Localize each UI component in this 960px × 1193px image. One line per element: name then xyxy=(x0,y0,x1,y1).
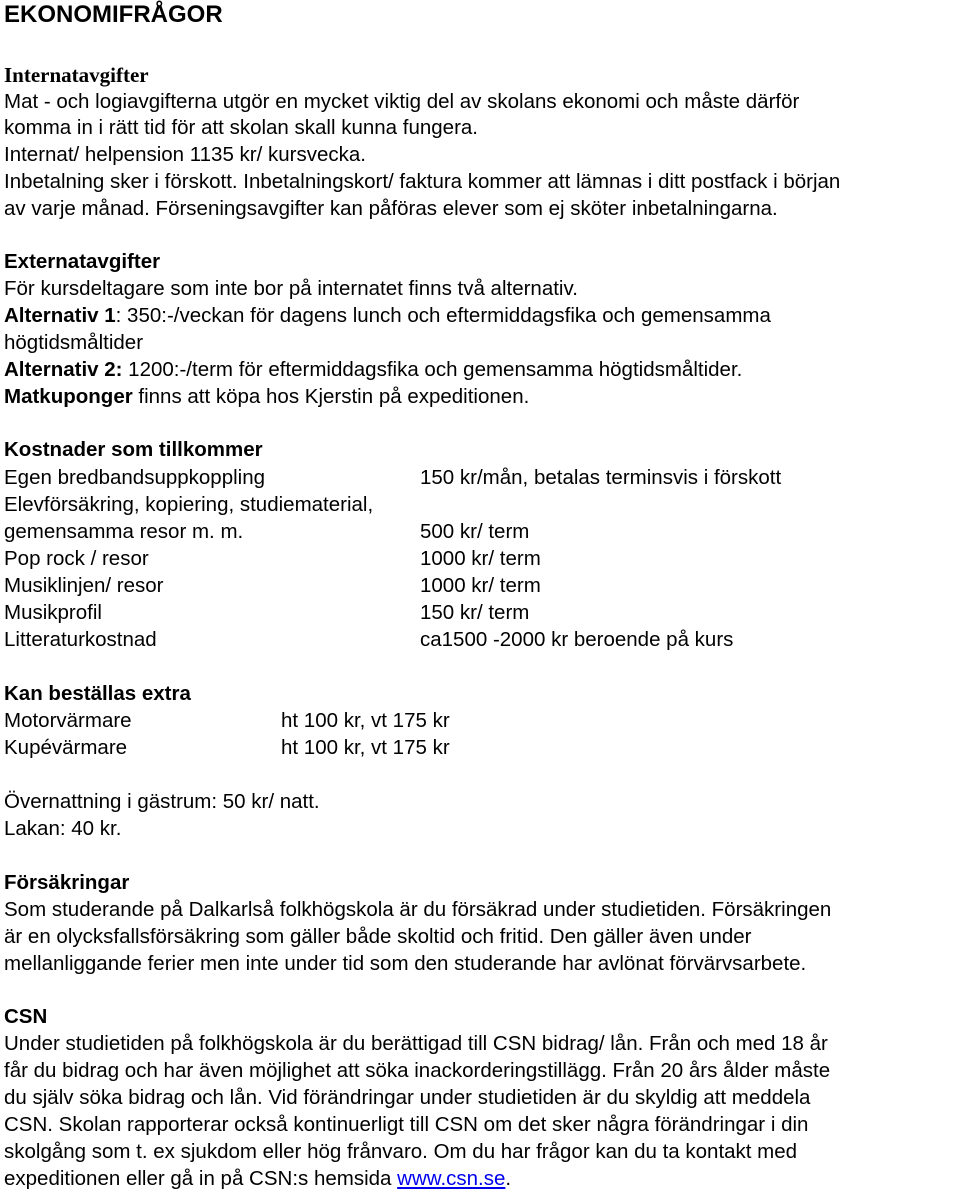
alt1-text: : 350:-/veckan för dagens lunch och eftermiddagsfika och gemensamma xyxy=(115,304,771,327)
externat-intro: För kursdeltagare som inte bor på internatet finns två alternativ. xyxy=(4,277,578,300)
csn-website-link[interactable]: www.csn.se xyxy=(397,1167,506,1190)
kostnad-row-value: 150 kr/mån, betalas terminsvis i förskott xyxy=(420,466,782,489)
externat-alt1 xyxy=(4,303,771,329)
alt1-label: Alternativ 1 xyxy=(4,304,116,327)
alt2-text: 1200:-/term för eftermiddagsfika och gemensamma högtidsmåltider. xyxy=(122,358,743,381)
internat-line-1: Mat - och logiavgifterna utgör en mycket viktig del av skolans ekonomi och måste därför xyxy=(4,90,800,113)
forsakringar-line-1: Som studerande på Dalkarlså folkhögskola är du försäkrad under studietiden. Försäkringen xyxy=(4,898,832,921)
extra-row-value: ht 100 kr, vt 175 kr xyxy=(281,709,450,732)
forsakringar-heading: Försäkringar xyxy=(4,871,130,894)
externat-heading: Externatavgifter xyxy=(4,250,161,273)
csn-last-suffix: . xyxy=(505,1167,512,1190)
kostnad-row-label: Egen bredbandsuppkoppling xyxy=(4,466,266,489)
csn-line-3: du själv söka bidrag och lån. Vid förändringar under studietiden är du skyldig att meddela xyxy=(4,1086,811,1109)
csn-last-prefix: expeditionen eller gå in på CSN:s hemsida xyxy=(4,1167,398,1190)
kostnad-row-label: Musikprofil xyxy=(4,601,102,624)
csn-heading: CSN xyxy=(4,1005,48,1028)
forsakringar-line-2: är en olycksfallsförsäkring som gäller både skoltid och fritid. Den gäller även under xyxy=(4,925,752,948)
externat-alt2 xyxy=(4,357,742,383)
externat-matkuponger xyxy=(4,384,529,410)
internat-line-4: Inbetalning sker i förskott. Inbetalningskort/ faktura kommer att lämnas i ditt postfack i början xyxy=(4,170,841,193)
kostnad-row-label: gemensamma resor m. m. xyxy=(4,520,244,543)
kostnad-row-label: Litteraturkostnad xyxy=(4,628,157,651)
kostnad-row-value: 150 kr/ term xyxy=(420,601,530,624)
overnattning-text: Övernattning i gästrum: 50 kr/ natt. xyxy=(4,790,320,813)
kostnad-row-label: Elevförsäkring, kopiering, studiematerial, xyxy=(4,493,374,516)
kostnad-row-value: 1000 kr/ term xyxy=(420,574,541,597)
csn-line-2: får du bidrag och har även möjlighet att söka inackorderingstillägg. Från 20 års ålder måste xyxy=(4,1059,831,1082)
csn-line-6 xyxy=(4,1166,511,1192)
internat-line-3: Internat/ helpension 1135 kr/ kursvecka. xyxy=(4,143,366,166)
alt2-label: Alternativ 2: xyxy=(4,358,123,381)
csn-line-1: Under studietiden på folkhögskola är du berättigad till CSN bidrag/ lån. Från och med 18 år xyxy=(4,1032,828,1055)
externat-alt1-cont: högtidsmåltider xyxy=(4,331,144,354)
extra-row-label: Motorvärmare xyxy=(4,709,132,732)
kostnader-heading: Kostnader som tillkommer xyxy=(4,438,263,461)
extra-heading: Kan beställas extra xyxy=(4,682,191,705)
kostnad-row-value: 1000 kr/ term xyxy=(420,547,541,570)
matk-text: finns att köpa hos Kjerstin på expeditionen. xyxy=(132,385,530,408)
internat-line-5: av varje månad. Förseningsavgifter kan påföras elever som ej sköter inbetalningarna. xyxy=(4,197,778,220)
lakan-text: Lakan: 40 kr. xyxy=(4,817,122,840)
csn-line-4: CSN. Skolan rapporterar också kontinuerligt till CSN om det sker några förändringar i din xyxy=(4,1113,809,1136)
kostnad-row-label: Pop rock / resor xyxy=(4,547,149,570)
kostnad-row-value: ca1500 -2000 kr beroende på kurs xyxy=(420,628,734,651)
extra-row-label: Kupévärmare xyxy=(4,736,128,759)
csn-line-5: skolgång som t. ex sjukdom eller hög frånvaro. Om du har frågor kan du ta kontakt med xyxy=(4,1140,798,1163)
forsakringar-line-3: mellanliggande ferier men inte under tid som den studerande har avlönat förvärvsarbete. xyxy=(4,952,807,975)
matk-label: Matkuponger xyxy=(4,385,133,408)
internat-heading: Internatavgifter xyxy=(4,63,149,87)
kostnad-row-value: 500 kr/ term xyxy=(420,520,530,543)
page-title: EKONOMIFRÅGOR xyxy=(4,1,223,28)
internat-line-2: komma in i rätt tid för att skolan skall kunna fungera. xyxy=(4,116,479,139)
extra-row-value: ht 100 kr, vt 175 kr xyxy=(281,736,450,759)
kostnad-row-label: Musiklinjen/ resor xyxy=(4,574,164,597)
